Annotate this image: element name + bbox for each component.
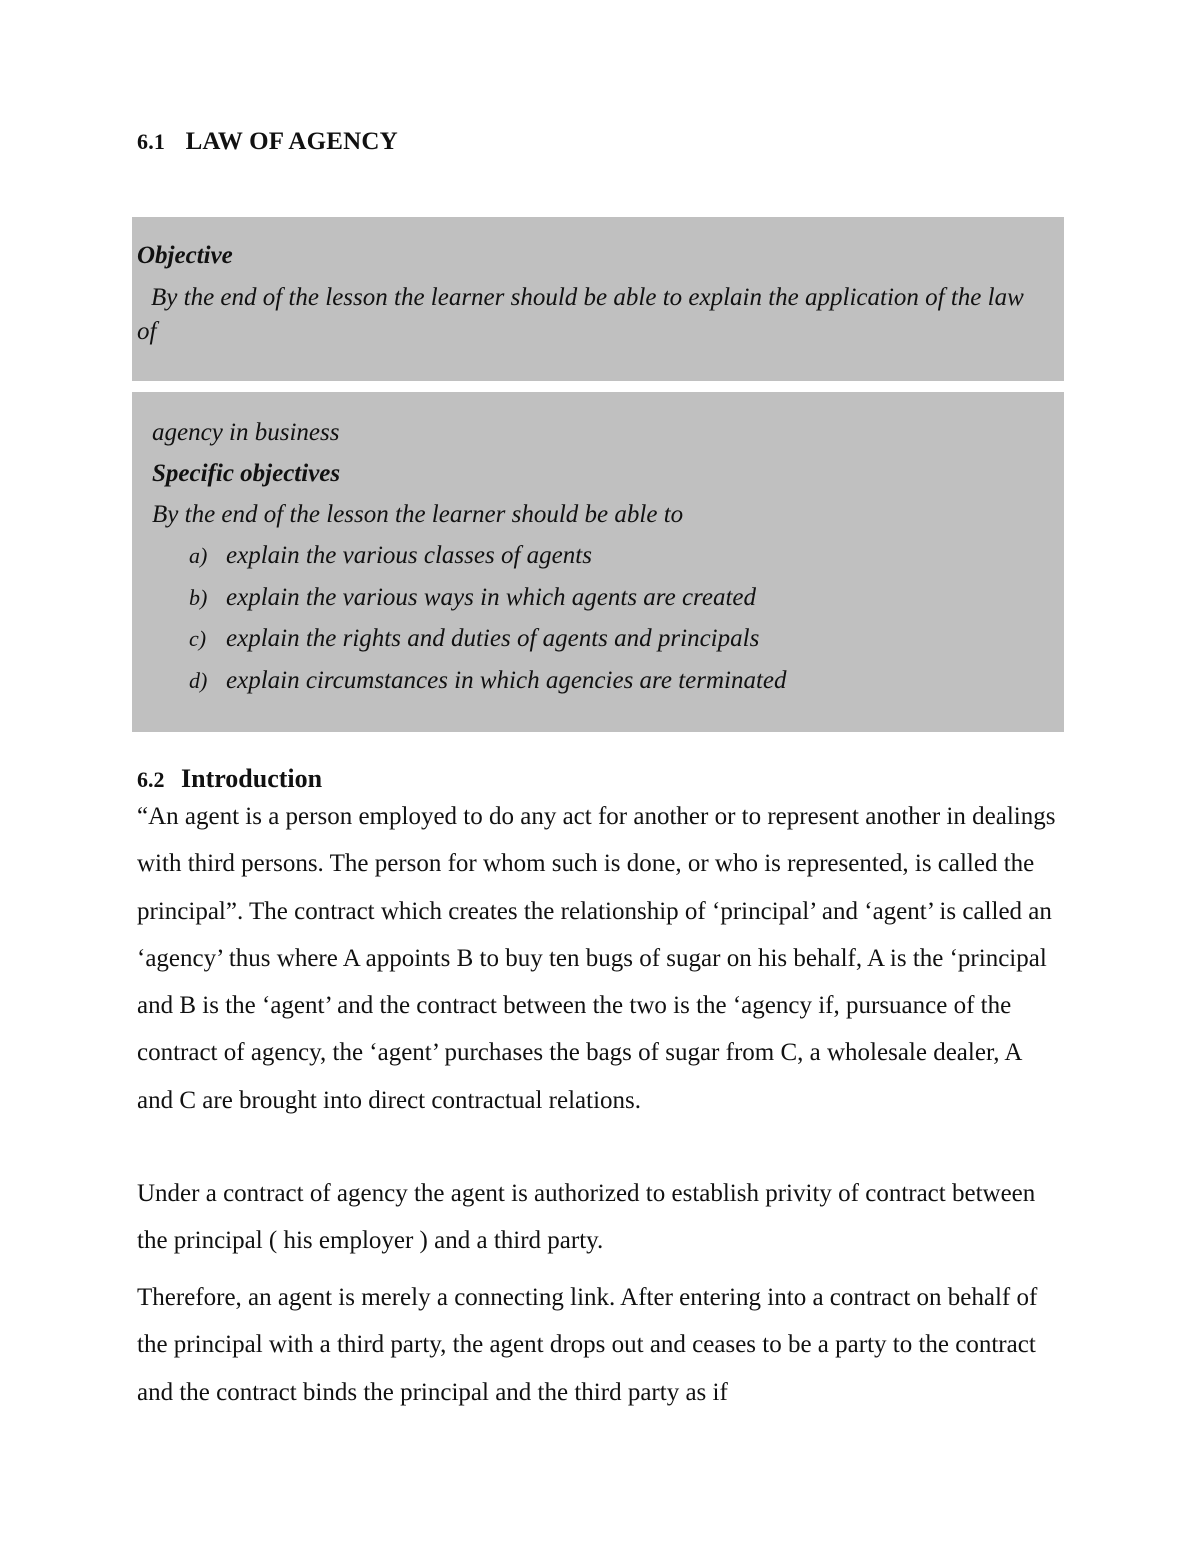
objective-box xyxy=(132,217,1064,381)
objective-continuation: agency in business xyxy=(152,419,340,446)
list-marker: a) xyxy=(189,543,208,568)
specific-objectives-title: Specific objectives xyxy=(152,460,341,487)
paragraph-connecting-link: Therefore, an agent is merely a connecting link. After entering into a contract on behalf of the principal with a third party, the agent drops out and ceases to be a party to the contract and the contract binds the principal and the third party as if xyxy=(137,1284,1038,1406)
list-item-text: explain circumstances in which agencies are terminated xyxy=(226,667,787,694)
paragraph-privity: Under a contract of agency the agent is authorized to establish privity of contract between the principal ( his employer ) and a third party. xyxy=(137,1180,1036,1255)
section-heading-6-2 xyxy=(137,764,322,794)
list-item xyxy=(189,539,592,573)
section-title: LAW OF AGENCY xyxy=(185,128,398,155)
list-marker: d) xyxy=(189,668,208,693)
objective-text: By the end of the lesson the learner should be able to explain the application of the law of xyxy=(137,284,1024,345)
list-item-text: explain the various classes of agents xyxy=(226,542,592,569)
section-heading-6-1 xyxy=(137,128,398,156)
list-item xyxy=(189,622,759,656)
section-number: 6.1 xyxy=(137,129,166,154)
section-title: Introduction xyxy=(181,764,323,793)
list-item xyxy=(189,581,756,615)
objective-title: Objective xyxy=(137,242,233,269)
list-item xyxy=(189,664,787,698)
paragraph-definition: “An agent is a person employed to do any act for another or to represent another in dealings with third persons. The person for whom such is done, or who is represented, is called the principal”. The contract which creates the relationship of ‘principal’ and ‘agent’ is called an ‘agency’ thus where A appoints B to buy ten bugs of sugar on his behalf, A is the ‘principal and B is the ‘agent’ and the contract between the two is the ‘agency if, pursuance of the contract of agency, the ‘agent’ purchases the bags of sugar from C, a wholesale dealer, A and C are brought into direct contractual relations. xyxy=(137,803,1056,1114)
specific-objectives-box xyxy=(132,392,1064,732)
section-number: 6.2 xyxy=(137,767,165,792)
specific-objectives-intro: By the end of the lesson the learner should be able to xyxy=(152,501,684,528)
list-item-text: explain the rights and duties of agents and principals xyxy=(226,625,760,652)
list-marker: b) xyxy=(189,585,208,610)
list-item-text: explain the various ways in which agents are created xyxy=(226,584,756,611)
list-marker: c) xyxy=(189,626,207,651)
